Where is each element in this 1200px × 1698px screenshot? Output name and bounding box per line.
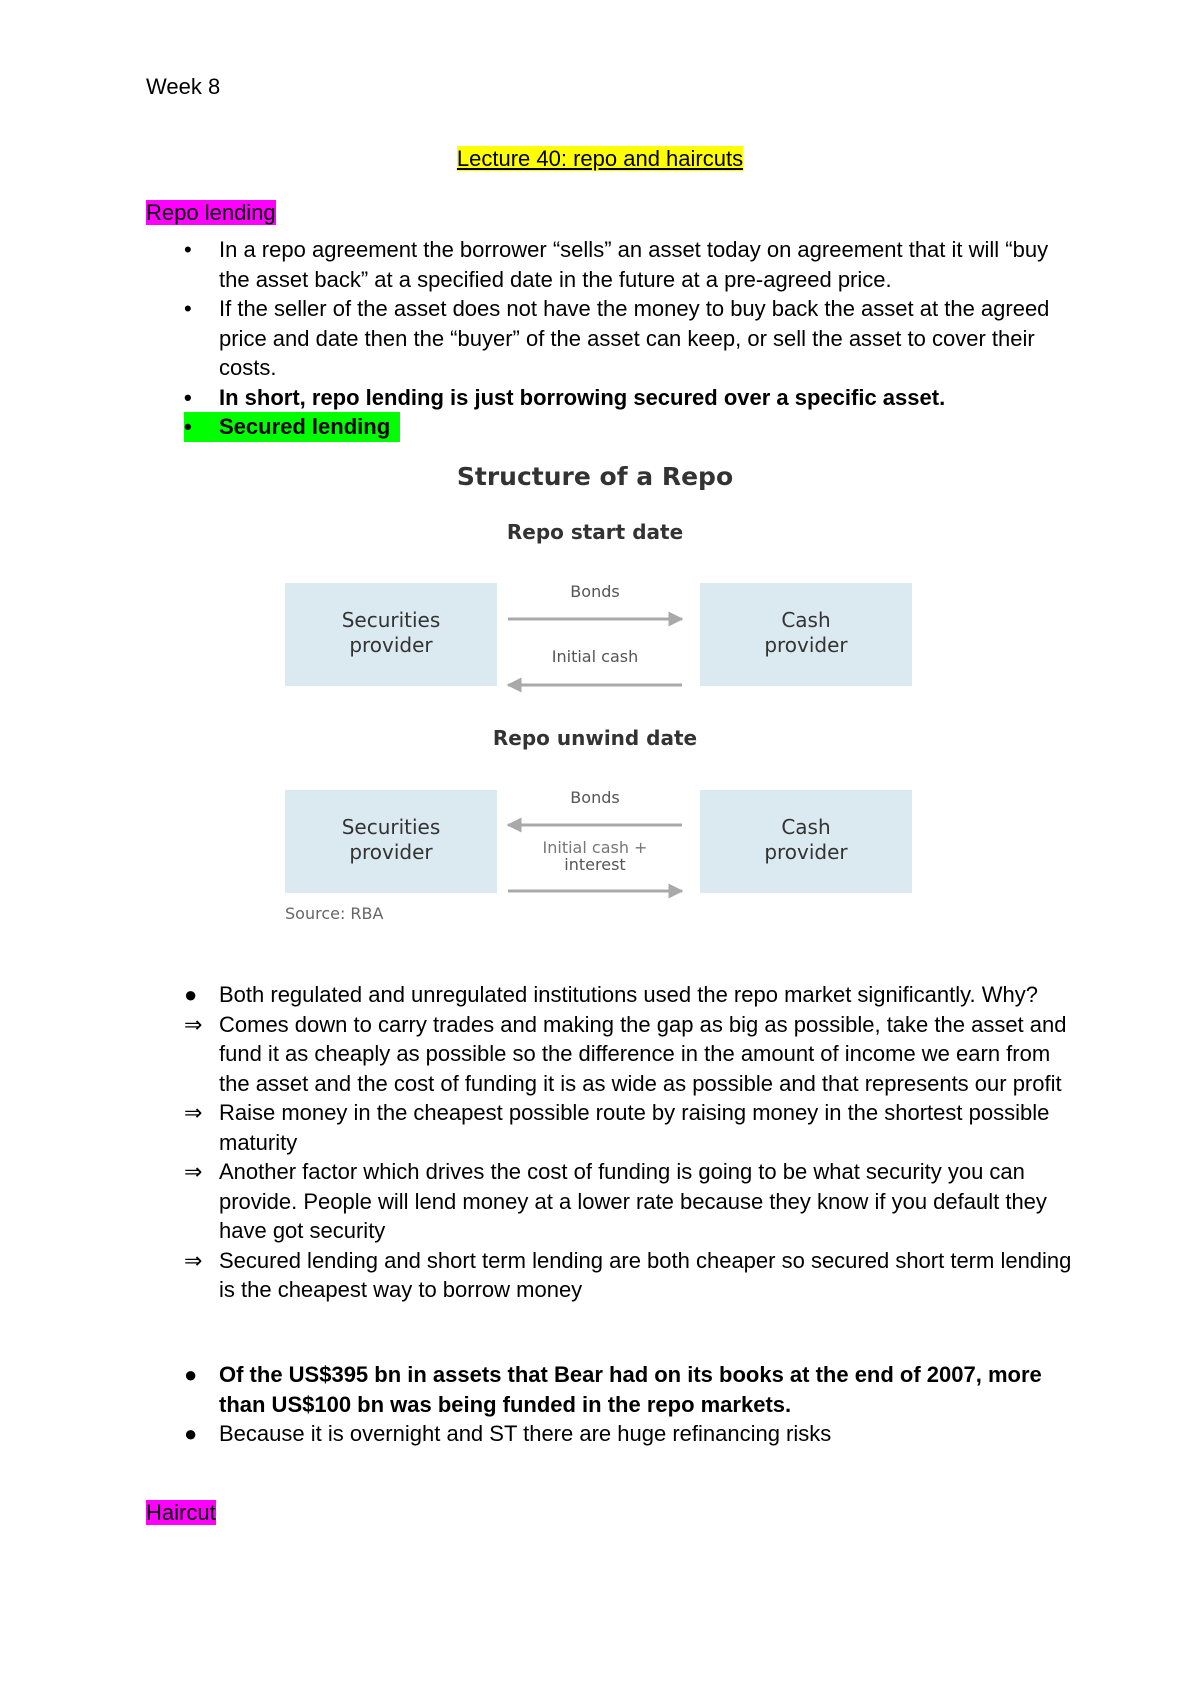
start-bonds-label: Bonds [570,582,620,601]
list-item: ● Both regulated and unregulated institutions used the repo market significantly. Why? [146,980,1076,1010]
bullet-marker: ● [184,1421,198,1446]
diagram-source: Source: RBA [285,904,384,923]
list-item: • In a repo agreement the borrower “sells” an asset today on agreement that it will “buy the asset back” at a specified date in the future at a pre-agreed price. [184,237,1049,292]
list-item: ⇒ Secured lending and short term lending are both cheaper so secured short term lending is the cheapest way to borrow money [184,1247,1072,1302]
bullet-marker: ● [184,982,198,1007]
section-heading-haircut: Haircut [146,1500,216,1525]
unwind-cash-label-2: provider [764,840,848,864]
list-item: • If the seller of the asset does not have the money to buy back the asset at the agreed price and date then the “buyer” of the asset can keep, or sell the asset to cover their costs. [184,296,1050,380]
list-item: ⇒ Raise money in the cheapest possible route by raising money in the shortest possible maturity [184,1100,1050,1155]
unwind-cash-interest-label-2: interest [564,855,626,874]
unwind-cash-interest-label-1: Initial cash + [542,838,648,857]
arrow-marker: ⇒ [184,1100,203,1125]
repo-structure-diagram [270,460,920,930]
section-heading-repo-lending: Repo lending [146,200,276,225]
start-securities-label-1: Securities [341,608,441,632]
unwind-securities-label-2: provider [349,840,433,864]
list-item: ● Because it is overnight and ST there are huge refinancing risks [146,1419,1076,1449]
arrow-marker: ⇒ [184,1159,203,1184]
arrow-marker: ⇒ [184,1011,203,1037]
bullet-marker: • [184,384,192,410]
start-securities-label-2: provider [349,633,433,657]
start-cash-label-2: provider [764,633,848,657]
week-label: Week 8 [146,74,221,99]
bear-list [146,1360,1076,1449]
unwind-cash-label-1: Cash [781,815,831,839]
lecture-title [0,146,1200,172]
list-item: ⇒ Comes down to carry trades and making the gap as big as possible, take the asset and fund it as cheaply as possible so the difference in the amount of income we earn from the asset and the cost of funding it is as wide as possible and that represents our profit [184,1011,1067,1096]
lecture-title-text: Lecture 40: repo and haircuts [456,146,744,171]
start-cash-label-1: Cash [781,608,831,632]
bullet-marker: • [184,296,192,321]
unwind-date-heading: Repo unwind date [492,726,698,750]
list-item: ● Of the US$395 bn in assets that Bear had on its books at the end of 2007, more than US$100 bn was being funded in the repo markets. [184,1362,1042,1417]
start-date-heading: Repo start date [506,520,684,544]
unwind-bonds-label: Bonds [570,788,620,807]
list-item-secured-lending: • Secured lending [146,412,1076,442]
unwind-securities-label-1: Securities [341,815,441,839]
start-initial-cash-label: Initial cash [551,647,639,666]
bullet-marker: • [184,414,192,439]
bullet-marker: ● [184,1362,198,1387]
list-item: • In short, repo lending is just borrowing secured over a specific asset. [146,383,1076,413]
why-list [146,980,1076,1305]
bullet-marker: • [184,237,192,262]
diagram-title: Structure of a Repo [456,462,734,491]
repo-bullet-list [146,235,1076,442]
list-item: ⇒ Another factor which drives the cost of funding is going to be what security you can provide. People will lend money at a lower rate because they know if you default they have got security [184,1159,1047,1243]
arrow-marker: ⇒ [184,1247,203,1273]
